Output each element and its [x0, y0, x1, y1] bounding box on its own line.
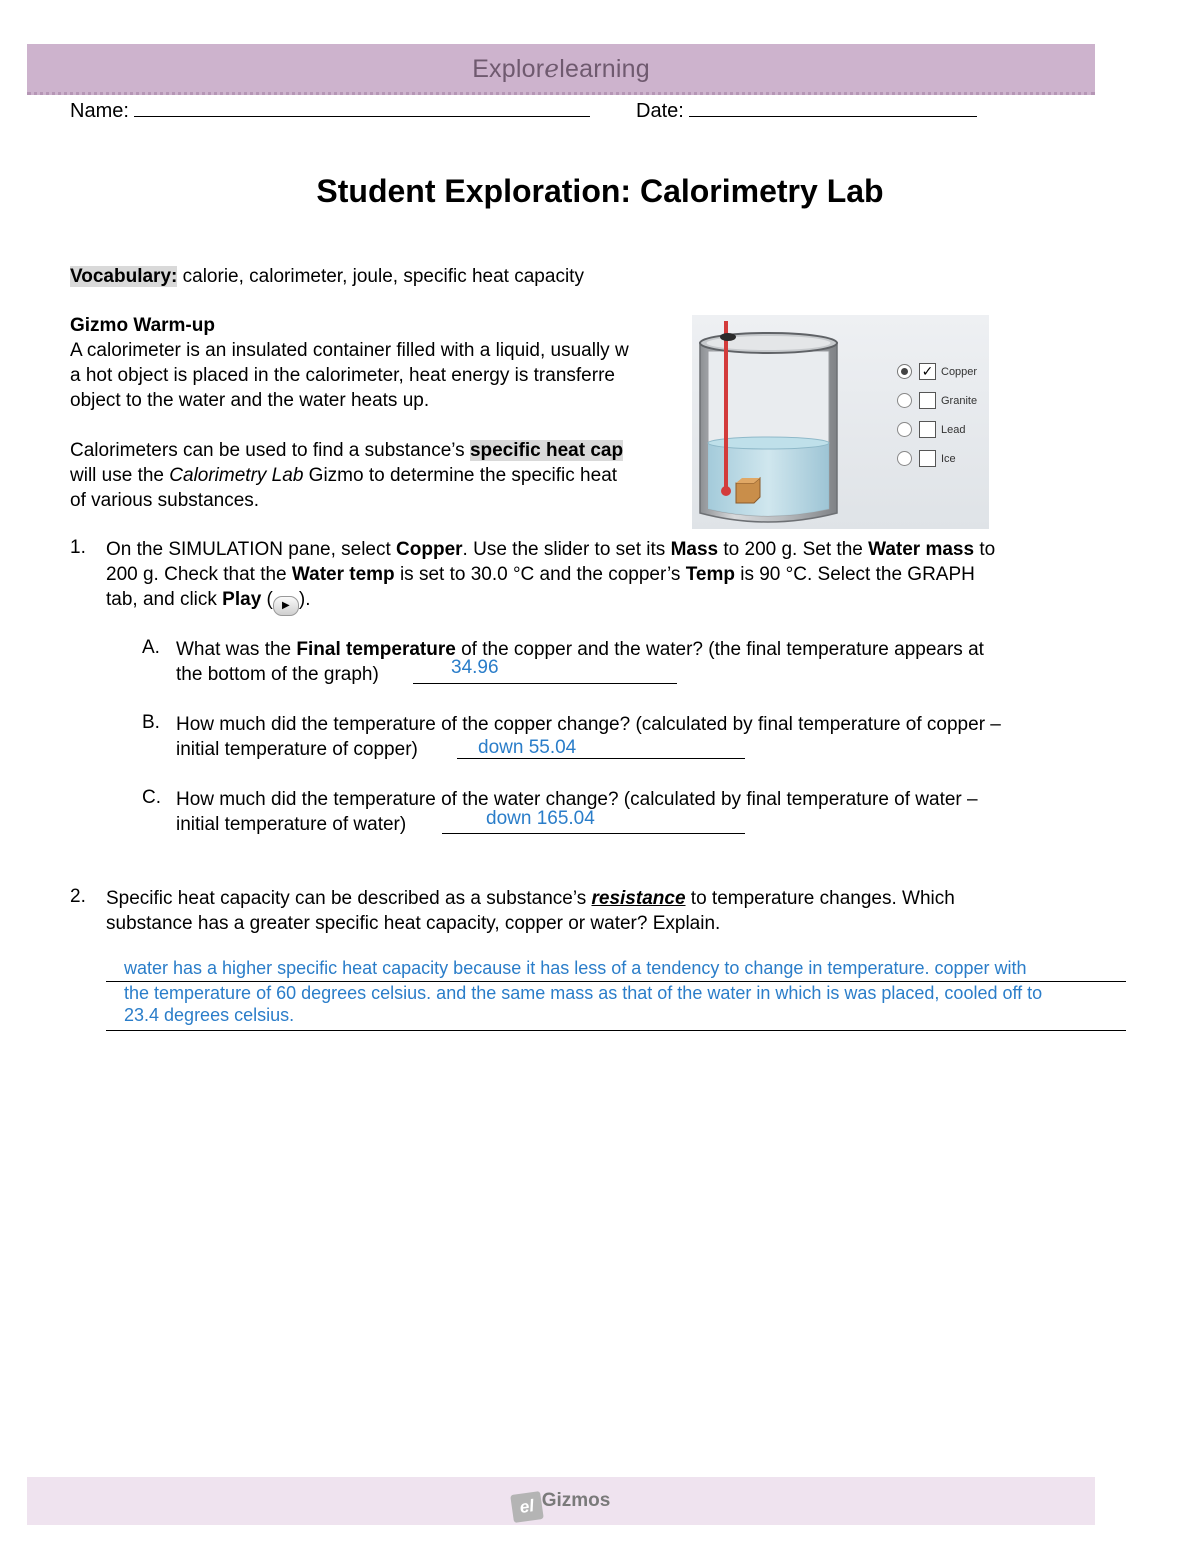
radio-icon[interactable]	[897, 393, 912, 408]
answer-2-line1[interactable]	[106, 981, 1126, 982]
gizmos-logo: el Gizmos	[27, 1490, 1095, 1521]
date-blank[interactable]	[689, 100, 977, 117]
answer-2-line2[interactable]	[106, 1030, 1126, 1031]
thermometer-icon	[724, 321, 728, 489]
question-1-line1: On the SIMULATION pane, select Copper. Use the slider to set its Mass to 200 g. Set the Water mass to	[106, 539, 996, 560]
gizmos-logo-icon: el	[510, 1491, 544, 1523]
radio-icon[interactable]	[897, 422, 912, 437]
question-1b-line1: How much did the temperature of the copper change? (calculated by final temperature of copper –	[176, 714, 1001, 735]
question-2-number: 2.	[70, 886, 86, 907]
calorimeter-simulation-image	[692, 315, 989, 529]
question-1a-line1: What was the Final temperature of the copper and the water? (the final temperature appears at	[176, 639, 984, 660]
answer-1c-line[interactable]	[442, 833, 745, 834]
option-granite[interactable]: Granite	[897, 386, 977, 415]
answer-1a[interactable]: 34.96	[451, 657, 499, 678]
header-band	[27, 44, 1095, 95]
answer-2-text-line1[interactable]: water has a higher specific heat capacity because it has less of a tendency to change in temperature. copper with	[124, 958, 1027, 978]
warmup-p2-line2: will use the Calorimetry Lab Gizmo to determine the specific heat	[70, 465, 618, 486]
radio-selected-icon[interactable]	[897, 364, 912, 379]
vocabulary-line: Vocabulary: calorie, calorimeter, joule, specific heat capacity	[70, 266, 584, 287]
checkbox-icon[interactable]	[919, 421, 936, 438]
answer-1b[interactable]: down 55.04	[478, 737, 577, 758]
option-lead[interactable]: Lead	[897, 415, 977, 444]
name-field[interactable]: Name:	[70, 100, 590, 123]
answer-1c[interactable]: down 165.04	[486, 808, 595, 829]
answer-2-text-line3[interactable]: 23.4 degrees celsius.	[124, 1005, 295, 1025]
warmup-p2-line3: of various substances.	[70, 490, 260, 511]
question-1a-letter: A.	[142, 637, 160, 658]
checkbox-icon[interactable]	[919, 450, 936, 467]
question-1c-letter: C.	[142, 787, 161, 808]
question-2-line1: Specific heat capacity can be described as a substance’s resistance to temperature changes. Which	[106, 888, 955, 909]
warmup-p2-line1: Calorimeters can be used to find a substance’s specific heat cap	[70, 440, 624, 461]
warmup-heading: Gizmo Warm-up	[70, 315, 215, 336]
question-2-line2: substance has a greater specific heat capacity, copper or water? Explain.	[106, 913, 721, 934]
radio-icon[interactable]	[897, 451, 912, 466]
option-ice[interactable]: Ice	[897, 444, 977, 473]
substance-options	[897, 357, 977, 473]
question-1c-line2: initial temperature of water)	[176, 814, 407, 835]
warmup-p1-line3: object to the water and the water heats up.	[70, 390, 430, 411]
question-1a-line2: the bottom of the graph)	[176, 664, 379, 685]
question-1b-line2: initial temperature of copper)	[176, 739, 418, 760]
play-button-icon: ▶	[273, 596, 299, 616]
warmup-p1-line1: A calorimeter is an insulated container filled with a liquid, usually w	[70, 340, 629, 361]
footer-band	[27, 1477, 1095, 1525]
checkbox-checked-icon[interactable]: ✓	[919, 363, 936, 380]
date-field[interactable]: Date:	[636, 100, 977, 123]
question-1-number: 1.	[70, 537, 86, 558]
explorelearning-logo: Explorelearning	[472, 54, 650, 83]
option-copper[interactable]: ✓ Copper	[897, 357, 977, 386]
name-blank[interactable]	[134, 100, 590, 117]
answer-1a-line[interactable]	[413, 683, 677, 684]
checkbox-icon[interactable]	[919, 392, 936, 409]
answer-2-text-line2[interactable]: the temperature of 60 degrees celsius. and the same mass as that of the water in which is was placed, cooled off to	[124, 983, 1043, 1003]
warmup-p1-line2: a hot object is placed in the calorimeter, heat energy is transferre	[70, 365, 615, 386]
question-1c-line1: How much did the temperature of the water change? (calculated by final temperature of water –	[176, 789, 978, 810]
question-1-line2: 200 g. Check that the Water temp is set to 30.0 °C and the copper’s Temp is 90 °C. Select the GRAPH	[106, 564, 975, 585]
page-title: Student Exploration: Calorimetry Lab	[316, 173, 884, 209]
question-1-line3: tab, and click Play ( ▶ ).	[106, 587, 310, 616]
question-1b-letter: B.	[142, 712, 160, 733]
